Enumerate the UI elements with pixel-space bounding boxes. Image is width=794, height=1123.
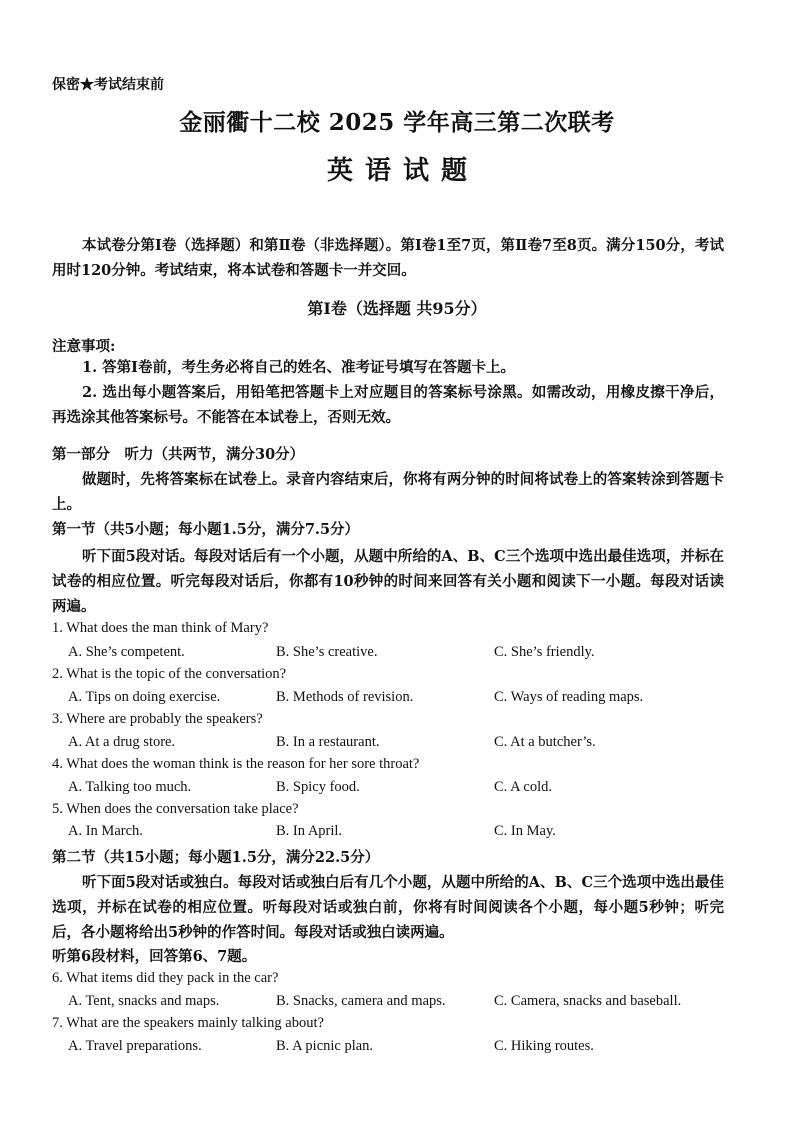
volume-heading: 第Ⅰ卷（选择题 共95分） xyxy=(307,299,487,318)
part1-instruction: 做题时，先将答案标在试卷上。录音内容结束后，你将有两分钟的时间将试卷上的答案转涂到答题卡上。 xyxy=(52,471,724,513)
option-a: A. At a drug store. xyxy=(68,734,176,750)
option-b: B. Snacks, camera and maps. xyxy=(276,993,446,1009)
notice-item: 2. 选出每小题答案后，用铅笔把答题卡上对应题目的答案标号涂黑。如需改动，用橡皮擦干净后，再选涂其他答案标号。不能答在本试卷上，否则无效。 xyxy=(52,384,724,426)
question-7: 7. What are the speakers mainly talking about? xyxy=(52,1015,324,1031)
option-b: B. Methods of revision. xyxy=(276,689,414,705)
question-3: 3. Where are probably the speakers? xyxy=(52,711,263,727)
option-c: C. Camera, snacks and baseball. xyxy=(494,993,682,1009)
option-a: A. She’s competent. xyxy=(68,644,185,660)
section1-heading: 第一节（共5小题；每小题1.5分，满分7.5分） xyxy=(52,521,360,538)
confidential-label: 保密★考试结束前 xyxy=(52,77,164,93)
section2-heading: 第二节（共15小题；每小题1.5分，满分22.5分） xyxy=(52,849,380,866)
option-c: C. In May. xyxy=(494,823,556,839)
intro-paragraph: 本试卷分第Ⅰ卷（选择题）和第Ⅱ卷（非选择题）。第Ⅰ卷1至7页，第Ⅱ卷7至8页。满分150分，考试用时120分钟。考试结束，将本试卷和答题卡一并交回。 xyxy=(52,237,724,279)
question-5: 5. When does the conversation take place? xyxy=(52,801,299,817)
option-a: A. Talking too much. xyxy=(68,779,192,795)
option-b: B. In a restaurant. xyxy=(276,734,380,750)
question-4: 4. What does the woman think is the reason for her sore throat? xyxy=(52,756,420,772)
question-2: 2. What is the topic of the conversation? xyxy=(52,666,287,682)
option-c: C. Ways of reading maps. xyxy=(494,689,644,705)
option-c: C. A cold. xyxy=(494,779,553,795)
option-b: B. She’s creative. xyxy=(276,644,378,660)
option-a: A. Travel preparations. xyxy=(68,1038,202,1054)
notice-heading: 注意事项: xyxy=(52,338,116,355)
option-a: A. Tips on doing exercise. xyxy=(68,689,221,705)
section1-instruction: 听下面5段对话。每段对话后有一个小题，从题中所给的A、B、C三个选项中选出最佳选项，并标在试卷的相应位置。听完每段对话后，你都有10秒钟的时间来回答有关小题和阅读下一小题。每段对话读两遍。 xyxy=(52,548,724,615)
part1-heading: 第一部分 听力（共两节，满分30分） xyxy=(52,446,305,463)
notice-item: 1. 答第Ⅰ卷前，考生务必将自己的姓名、准考证号填写在答题卡上。 xyxy=(82,359,515,376)
material-note: 听第6段材料，回答第6、7题。 xyxy=(52,948,257,965)
option-c: C. She’s friendly. xyxy=(494,644,595,660)
section2-instruction: 听下面5段对话或独白。每段对话或独白后有几个小题，从题中所给的A、B、C三个选项中选出最佳选项，并标在试卷的相应位置。听每段对话或独白前，你将有时间阅读各个小题，每小题5秒钟；听完后，各小题将给出5秒钟的作答时间。每段对话或独白读两遍。 xyxy=(52,874,724,941)
exam-title: 金丽衢十二校 2025 学年高三第二次联考 xyxy=(179,109,615,136)
subject-title: 英语试题 xyxy=(326,156,479,186)
option-c: C. At a butcher’s. xyxy=(494,734,596,750)
question-1: 1. What does the man think of Mary? xyxy=(52,620,269,636)
option-c: C. Hiking routes. xyxy=(494,1038,594,1054)
option-a: A. Tent, snacks and maps. xyxy=(68,993,220,1009)
option-b: B. A picnic plan. xyxy=(276,1038,374,1054)
question-6: 6. What items did they pack in the car? xyxy=(52,970,279,986)
option-b: B. In April. xyxy=(276,823,343,839)
option-a: A. In March. xyxy=(68,823,143,839)
option-b: B. Spicy food. xyxy=(276,779,360,795)
